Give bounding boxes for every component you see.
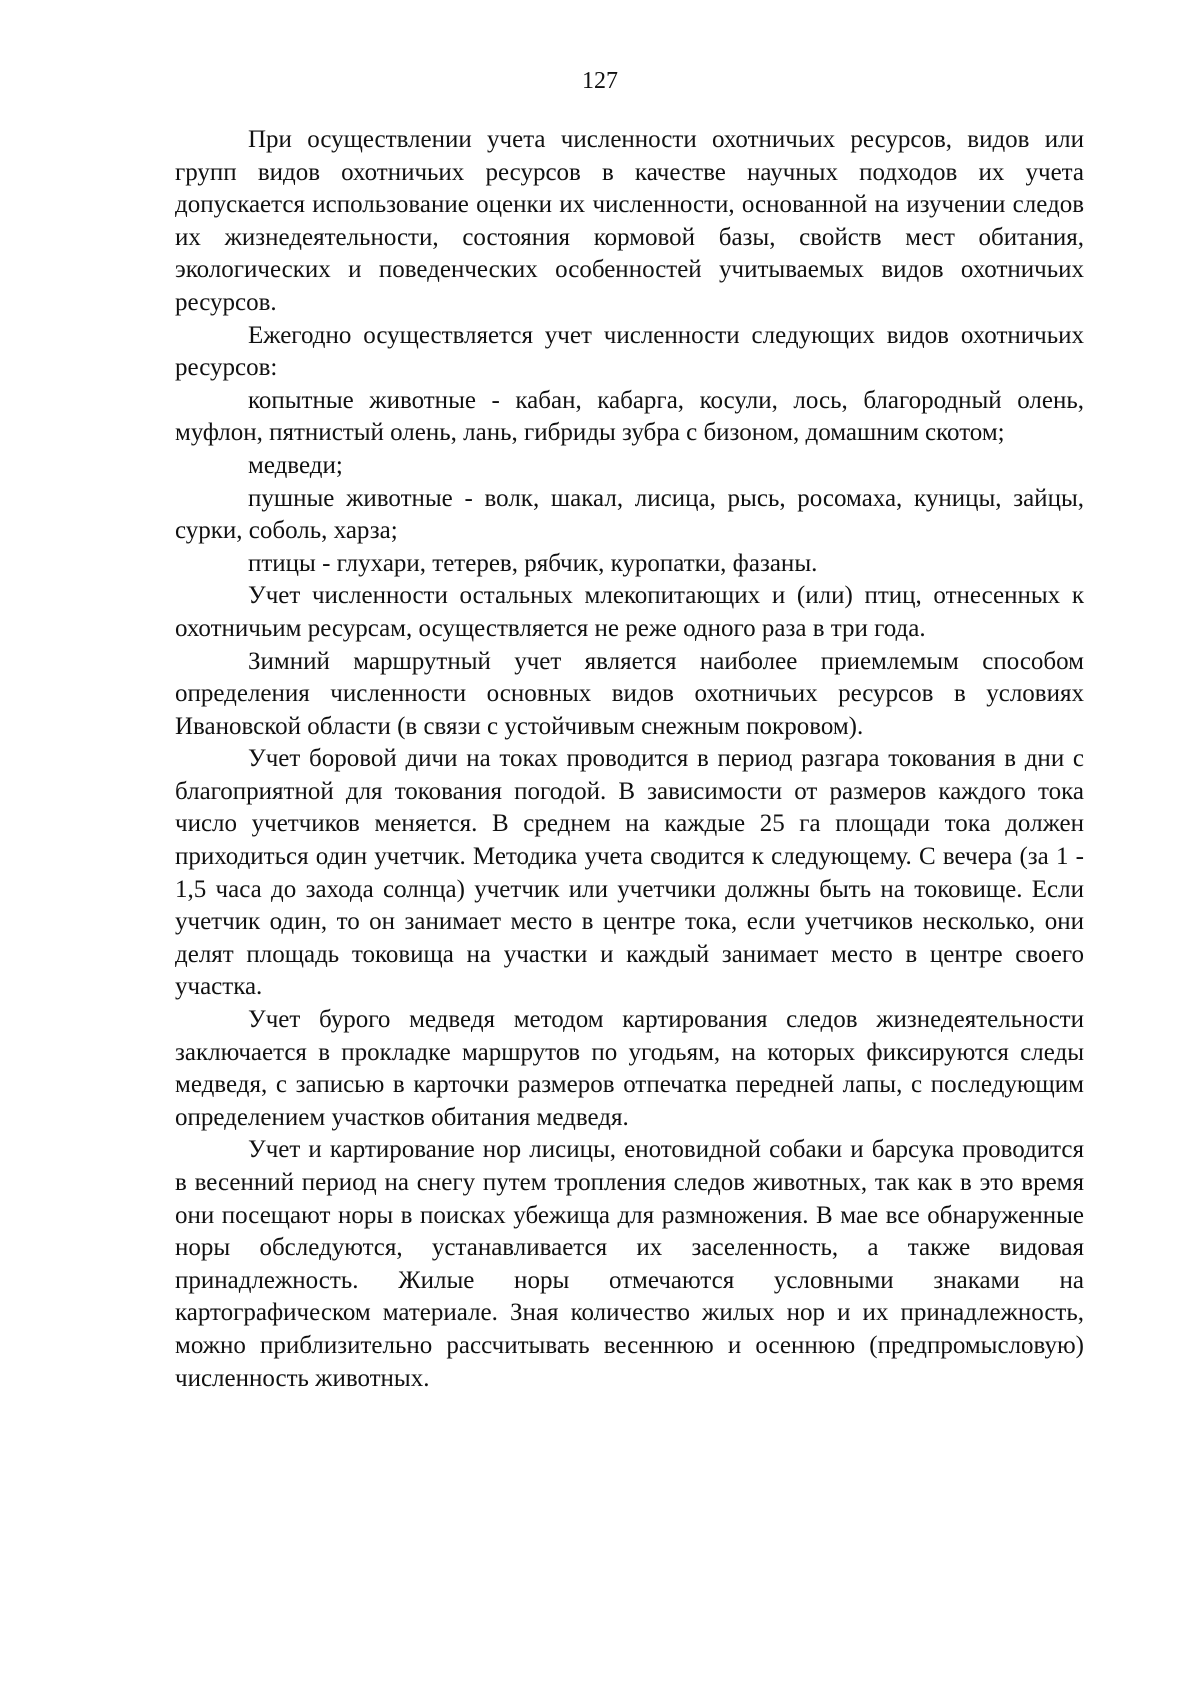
paragraph-burrow-mapping: Учет и картирование нор лисицы, енотовидной собаки и барсука проводится в весенний период на снегу путем тропления следов животных, так как в это время они посещают норы в поисках убежища для размножения. В мае все обнаруженные норы обследуются, устанавливается их заселенность, а также видовая принадлежность. Жилые норы отмечаются условными знаками на картографическом материале. Зная количество жилых нор и их принадлежность, можно приблизительно рассчитывать весеннюю и осеннюю (предпромысловую) численность животных. [175,1136,1084,1392]
paragraph-bears: медведи; [248,451,343,479]
paragraph-fur-animals: пушные животные - волк, шакал, лисица, рысь, росомаха, куницы, зайцы, сурки, соболь, харза; [175,484,1084,545]
paragraph-birds: птицы - глухари, тетерев, рябчик, куропатки, фазаны. [248,549,818,577]
document-body [175,124,1084,1395]
page-number: 127 [582,68,618,94]
paragraph-brown-bear-count: Учет бурого медведя методом картирования следов жизнедеятельности заключается в прокладке маршрутов по угодьям, на которых фиксируются следы медведя, с записью в карточки размеров отпечатка передней лапы, с последующим определением участков обитания медведя. [175,1006,1084,1131]
paragraph-annual-accounting: Ежегодно осуществляется учет численности следующих видов охотничьих ресурсов: [175,321,1084,382]
paragraph-winter-route-count: Зимний маршрутный учет является наиболее приемлемым способом определения численности основных видов охотничьих ресурсов в условиях Ивановской области (в связи с устойчивым снежным покровом). [175,647,1084,740]
paragraph-accounting-approaches: При осуществлении учета численности охотничьих ресурсов, видов или групп видов охотничьих ресурсов в качестве научных подходов их учета допускается использование оценки их численности, основанной на изучении следов их жизнедеятельности, состояния кормовой базы, свойств мест обитания, экологических и поведенческих особенностей учитываемых видов охотничьих ресурсов. [175,126,1084,316]
paragraph-lek-count: Учет боровой дичи на токах проводится в период разгара токования в дни с благоприятной для токования погодой. В зависимости от размеров каждого тока число учетчиков меняется. В среднем на каждые 25 га площади тока должен приходиться один учетчик. Методика учета сводится к следующему. С вечера (за 1 - 1,5 часа до захода солнца) учетчик или учетчики должны быть на токовище. Если учетчик один, то он занимает место в центре тока, если учетчиков несколько, они делят площадь токовища на участки и каждый занимает место в центре своего участка. [175,745,1084,1001]
paragraph-other-mammals: Учет численности остальных млекопитающих и (или) птиц, отнесенных к охотничьим ресурсам, осуществляется не реже одного раза в три года. [175,582,1084,642]
paragraph-ungulates: копытные животные - кабан, кабарга, косули, лось, благородный олень, муфлон, пятнистый олень, лань, гибриды зубра с бизоном, домашним скотом; [175,386,1084,447]
